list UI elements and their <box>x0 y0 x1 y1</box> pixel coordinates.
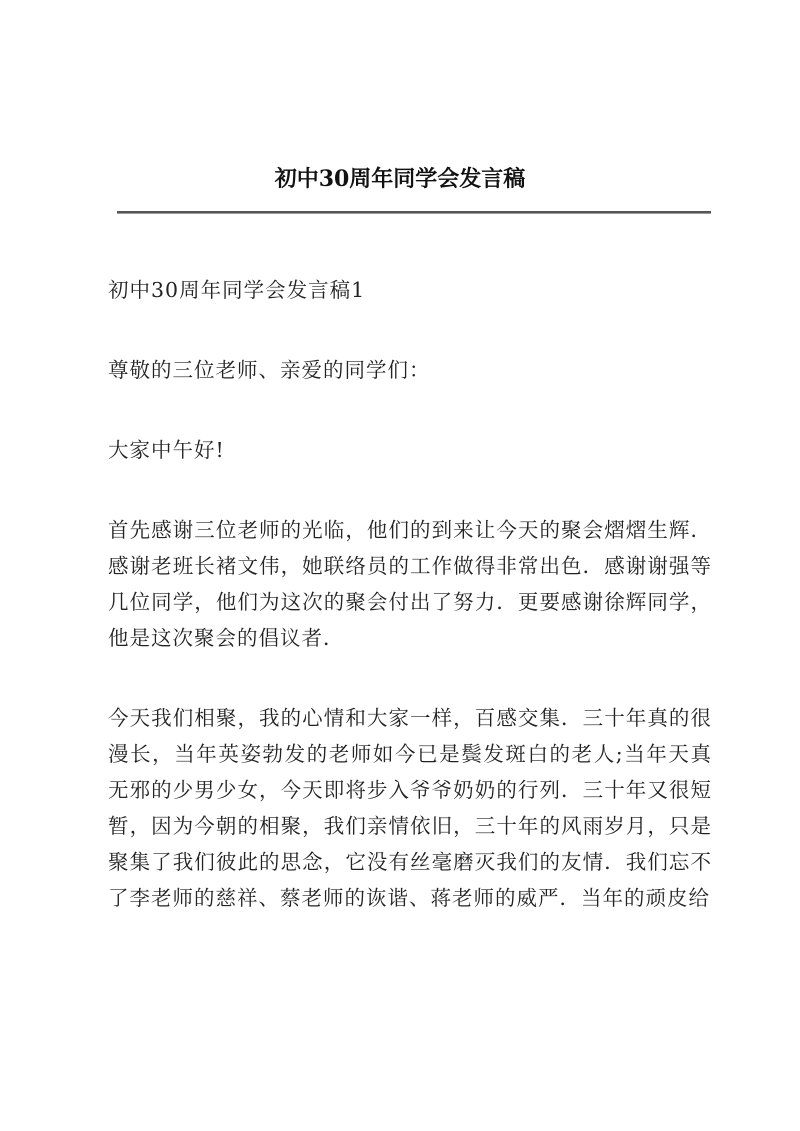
paragraph-thanks: 首先感谢三位老师的光临，他们的到来让今天的聚会熠熠生辉．感谢老班长褚文伟，她联络员的工作做得非常出色．感谢谢强等几位同学，他们为这次的聚会付出了努力．更要感谢徐辉同学，他是这次聚会的倡议者． <box>108 518 712 650</box>
title-divider <box>117 211 711 213</box>
paragraph-reunion: 今天我们相聚，我的心情和大家一样，百感交集．三十年真的很漫长，当年英姿勃发的老师如今已是鬓发斑白的老人;当年天真无邪的少男少女，今天即将步入爷爷奶奶的行列．三十年又很短暂，因为今朝的相聚，我们亲情依旧，三十年的风雨岁月，只是聚集了我们彼此的思念，它没有丝毫磨灭我们的友情．我们忘不了李老师的慈祥、蔡老师的诙谐、蒋老师的威严．当年的顽皮给 <box>108 706 712 910</box>
document-title: 初中30周年同学会发言稿 <box>274 166 526 192</box>
greeting: 大家中午好! <box>108 438 225 462</box>
document-body <box>108 272 712 960</box>
speech-subtitle: 初中30周年同学会发言稿1 <box>108 278 366 302</box>
salutation: 尊敬的三位老师、亲爱的同学们： <box>108 358 431 382</box>
